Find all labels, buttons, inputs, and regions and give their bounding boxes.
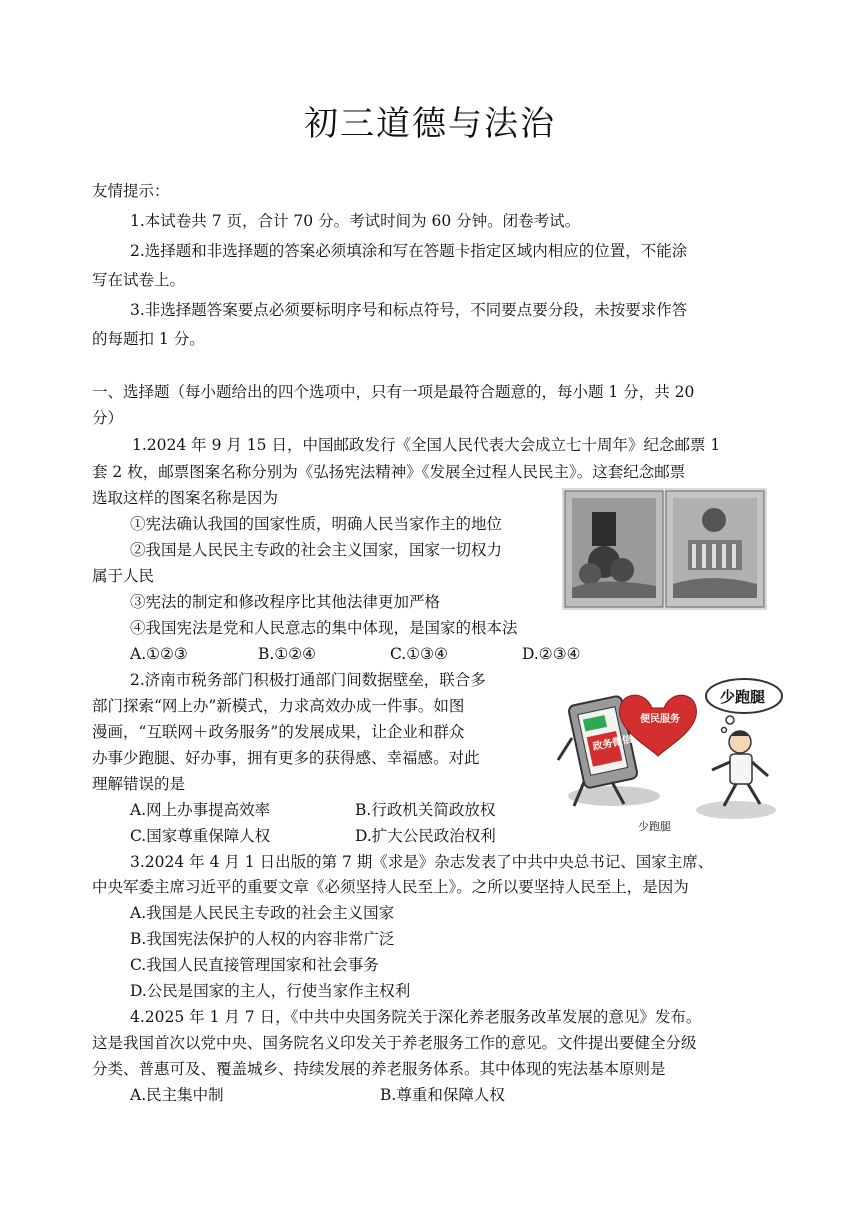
q1-stem: 选取这样的图案名称是因为 — [92, 489, 279, 507]
q2-option-d: D.扩大公民政治权利 — [355, 827, 496, 845]
q3-option-a: A.我国是人民民主专政的社会主义国家 — [130, 904, 395, 922]
q2-stem: 部门探索“网上办”新模式，力求高效办成一件事。如图 — [92, 697, 465, 715]
q3-stem: 3.2024 年 4 月 1 日出版的第 7 期《求是》杂志发表了中共中央总书记、国家主席、 — [130, 853, 714, 871]
cartoon-image — [554, 678, 794, 838]
q4-option-a: A.民主集中制 — [130, 1086, 224, 1104]
q3-option-c: C.我国人民直接管理国家和社会事务 — [130, 956, 379, 974]
phone-screen-text: 政务微信 — [591, 734, 634, 754]
q4-stem: 4.2025 年 1 月 7 日，《中共中央国务院关于深化养老服务改革发展的意见》发布。 — [130, 1008, 702, 1026]
q1-item: 属于人民 — [92, 567, 155, 585]
heart-text: 便民服务 — [640, 714, 680, 725]
q4-stem: 这是我国首次以党中央、国务院名义印发关于养老服务工作的意见。文件提出要健全分级 — [92, 1034, 697, 1052]
q2-stem: 2.济南市税务部门积极打通部门间数据壁垒，联合多 — [130, 671, 486, 689]
q1-stem: 1.2024 年 9 月 15 日，中国邮政发行《全国人民代表大会成立七十周年》纪念邮票 1 — [132, 436, 721, 454]
q2-stem: 理解错误的是 — [92, 775, 186, 793]
stamps-image — [562, 488, 767, 610]
thought-bubble-icon — [706, 679, 782, 733]
q2-stem: 办事少跑腿、好办事，拥有更多的获得感、幸福感。对此 — [92, 749, 480, 767]
q4-stem: 分类、普惠可及、覆盖城乡、持续发展的养老服务体系。其中体现的宪法基本原则是 — [92, 1060, 666, 1078]
q2-stem: 漫画，“互联网＋政务服务”的发展成果，让企业和群众 — [92, 723, 465, 741]
tips-heading: 友情提示： — [92, 182, 170, 200]
q1-stem: 套 2 枚，邮票图案名称分别为《弘扬宪法精神》《发展全过程人民民主》。这套纪念邮票 — [92, 463, 686, 481]
bubble-text: 少跑腿 — [720, 688, 766, 706]
q2-option-b: B.行政机关简政放权 — [355, 801, 496, 819]
q1-option-b: B.①②④ — [258, 645, 317, 663]
tip-item: 3.非选择题答案要点必须要标明序号和标点符号，不同要点要分段，未按要求作答 — [130, 301, 688, 319]
q1-item: ①宪法确认我国的国家性质，明确人民当家作主的地位 — [130, 515, 503, 533]
q1-option-d: D.②③④ — [522, 645, 581, 663]
tip-item: 2.选择题和非选择题的答案必须填涂和写在答题卡指定区域内相应的位置，不能涂 — [130, 242, 688, 260]
section-heading: 一、选择题（每小题给出的四个选项中，只有一项是最符合题意的，每小题 1 分，共 20 — [92, 383, 695, 401]
tip-item: 写在试卷上。 — [92, 271, 186, 289]
q1-option-a: A.①②③ — [130, 645, 188, 663]
q1-option-c: C.①③④ — [390, 645, 448, 663]
q1-item: ④我国宪法是党和人民意志的集中体现，是国家的根本法 — [130, 619, 518, 637]
tip-item: 的每题扣 1 分。 — [92, 330, 205, 348]
man-character-icon — [712, 731, 768, 806]
q4-option-b: B.尊重和保障人权 — [380, 1086, 505, 1104]
q3-option-b: B.我国宪法保护的人权的内容非常广泛 — [130, 930, 395, 948]
q1-item: ③宪法的制定和修改程序比其他法律更加严格 — [130, 593, 441, 611]
q3-option-d: D.公民是国家的主人，行使当家作主权利 — [130, 982, 411, 1000]
tip-item: 1.本试卷共 7 页，合计 70 分。考试时间为 60 分钟。闭卷考试。 — [130, 212, 581, 230]
q1-item: ②我国是人民民主专政的社会主义国家，国家一切权力 — [130, 541, 503, 559]
q2-option-a: A.网上办事提高效率 — [130, 801, 271, 819]
cartoon-caption: 少跑腿 — [638, 820, 671, 833]
page-title: 初三道德与法治 — [304, 104, 556, 144]
q3-stem: 中央军委主席习近平的重要文章《必须坚持人民至上》。之所以要坚持人民至上，是因为 — [92, 878, 689, 896]
section-heading-cont: 分） — [92, 409, 124, 427]
q2-option-c: C.国家尊重保障人权 — [130, 827, 271, 845]
